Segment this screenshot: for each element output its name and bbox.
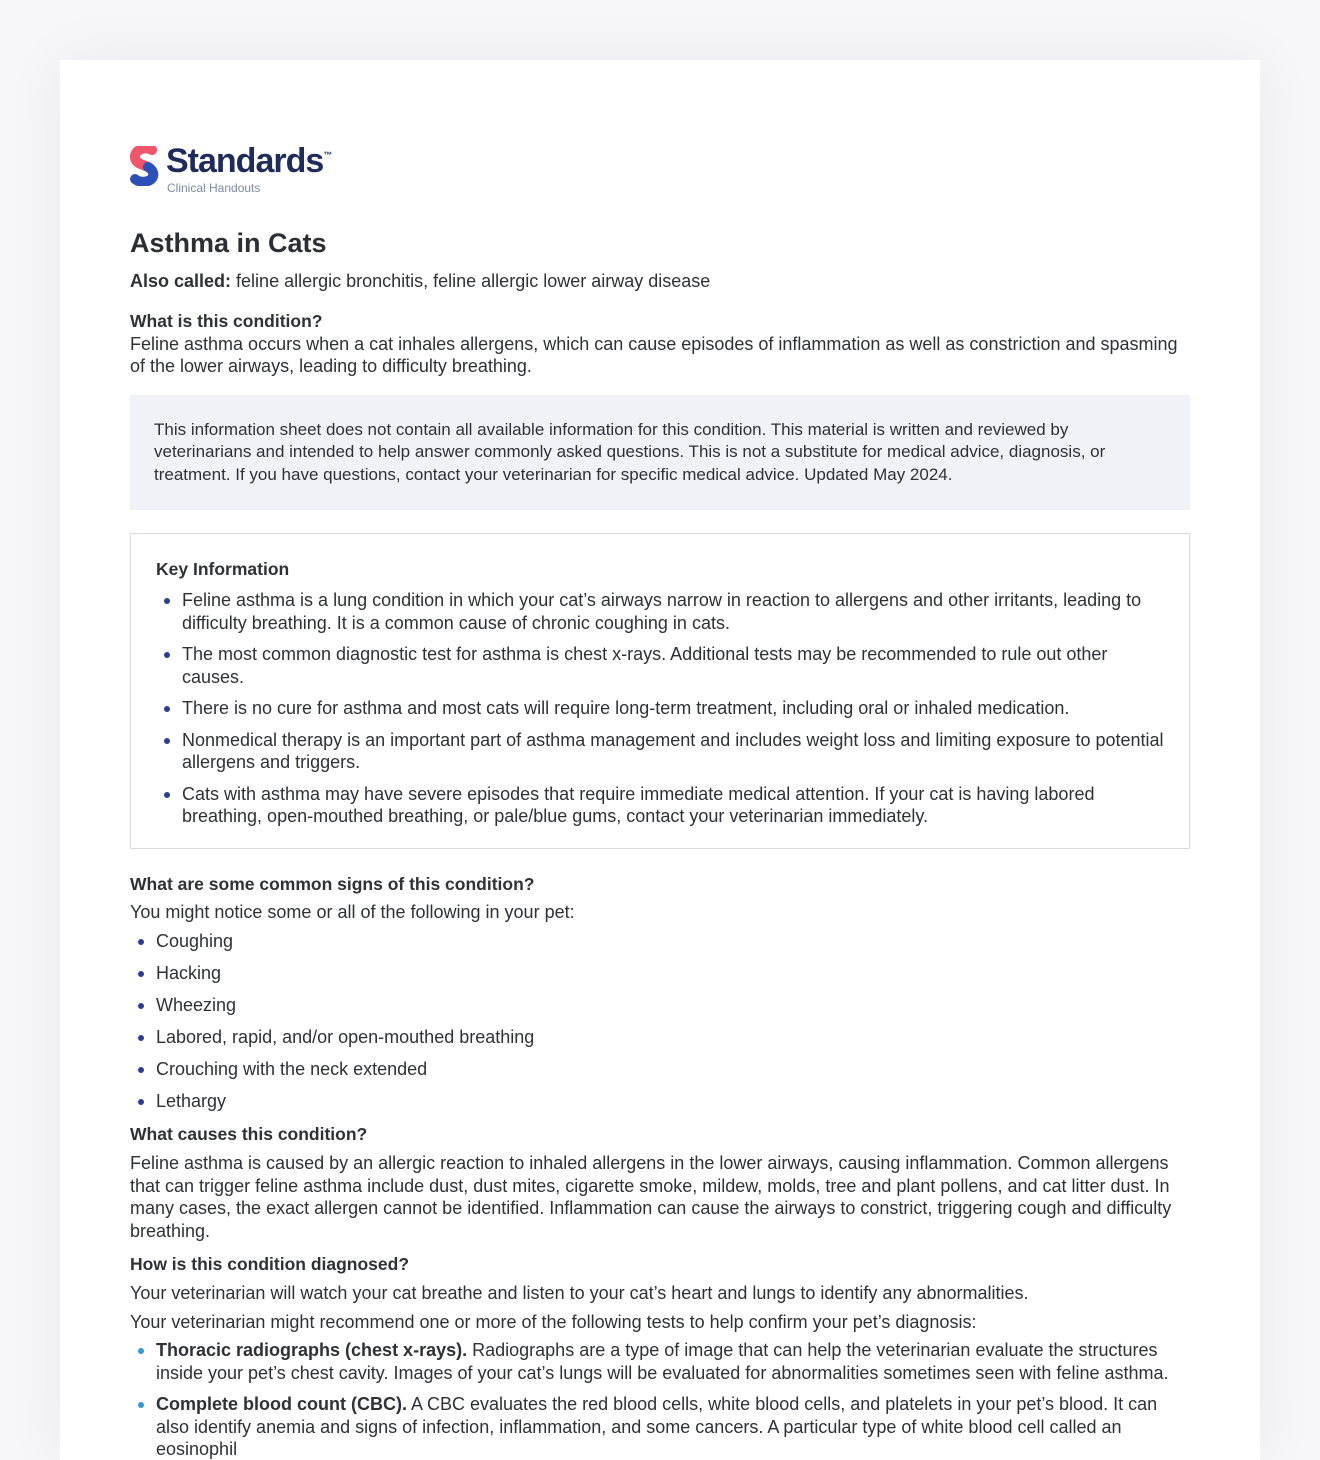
- test-description: Radiographs are a type of image that can help the veterinarian evaluate the structures inside your pet’s chest cavity. Images of your cat’s lungs will be evaluated for abnormalities sometimes seen with feline asthma.: [156, 1340, 1169, 1383]
- bullet-icon: [164, 598, 170, 604]
- diagnosis-text-2: Your veterinarian might recommend one or more of the following tests to help confirm your pet’s diagnosis:: [130, 1311, 977, 1332]
- bullet-icon: [164, 706, 170, 712]
- key-information-list: [156, 589, 1165, 828]
- also-called-label: Also called:: [130, 271, 232, 291]
- disclaimer-box: [130, 395, 1190, 511]
- list-item: Wheezing: [130, 994, 1190, 1017]
- list-item: Nonmedical therapy is an important part of asthma management and includes weight loss and limiting exposure to potential allergens and triggers.: [156, 729, 1165, 774]
- list-item: Coughing: [130, 930, 1190, 953]
- standards-logo-icon: [130, 146, 160, 186]
- causes-text: Feline asthma is caused by an allergic reaction to inhaled allergens in the lower airways, causing inflammation. Common allergens that can trigger feline asthma include dust, dust mites, cigarette smoke, mildew, molds, tree and plant pollens, and cat litter dust. In many cases, the exact allergen cannot be identified. Inflammation can cause the airways to constrict, triggering cough and difficulty breathing.: [130, 1153, 1172, 1241]
- key-information-title: Key Information: [156, 559, 290, 579]
- signs-title: What are some common signs of this condition?: [130, 873, 535, 894]
- signs-intro: You might notice some or all of the following in your pet:: [130, 901, 575, 922]
- tests-list: [130, 1339, 1190, 1460]
- bullet-icon: [138, 1003, 144, 1009]
- list-item: The most common diagnostic test for asthma is chest x-rays. Additional tests may be recommended to rule out other causes.: [156, 643, 1165, 688]
- also-called-text: feline allergic bronchitis, feline allergic lower airway disease: [236, 271, 711, 291]
- causes-title: What causes this condition?: [130, 1124, 368, 1144]
- test-description: A CBC evaluates the red blood cells, white blood cells, and platelets in your pet’s blood. It can also identify anemia and signs of infection, inflammation, and some cancers. A particular type of white blood cell called an eosinophil: [156, 1394, 1158, 1459]
- list-item: [130, 1339, 1190, 1384]
- trademark: ™: [323, 150, 333, 160]
- list-item: Feline asthma is a lung condition in which your cat’s airways narrow in reaction to allergens and other irritants, leading to difficulty breathing. It is a common cause of chronic coughing in cats.: [156, 589, 1165, 634]
- bullet-icon: [138, 1067, 144, 1073]
- list-item: Labored, rapid, and/or open-mouthed breathing: [130, 1026, 1190, 1049]
- diagnosis-text-1: Your veterinarian will watch your cat breathe and listen to your cat’s heart and lungs to identify any abnormalities.: [130, 1283, 1029, 1303]
- key-information-box: [130, 533, 1190, 849]
- brand-subtitle: Clinical Handouts: [167, 181, 261, 195]
- bullet-icon: [138, 1348, 144, 1354]
- brand-name: Standards™: [166, 142, 333, 180]
- bullet-icon: [164, 738, 170, 744]
- diagnosis-title: How is this condition diagnosed?: [130, 1254, 410, 1274]
- list-item: There is no cure for asthma and most cats will require long-term treatment, including oral or inhaled medication.: [156, 697, 1165, 720]
- bullet-icon: [138, 971, 144, 977]
- page-title: Asthma in Cats: [130, 228, 327, 258]
- list-item: Cats with asthma may have severe episodes that require immediate medical attention. If your cat is having labored breathing, open-mouthed breathing, or pale/blue gums, contact your veterinarian immediately.: [156, 783, 1165, 828]
- what-text: Feline asthma occurs when a cat inhales allergens, which can cause episodes of inflammation as well as constriction and spasming of the lower airways, leading to difficulty breathing.: [130, 333, 1178, 376]
- document-content: [130, 225, 1190, 1460]
- document-page: [60, 60, 1260, 1460]
- list-item: Lethargy: [130, 1090, 1190, 1113]
- list-item: Hacking: [130, 962, 1190, 985]
- bullet-icon: [138, 1099, 144, 1105]
- what-title: What is this condition?: [130, 310, 323, 331]
- bullet-icon: [138, 1402, 144, 1408]
- bullet-icon: [138, 939, 144, 945]
- test-term: Complete blood count (CBC).: [156, 1394, 407, 1414]
- also-called: [130, 270, 1190, 293]
- signs-list: [130, 930, 1190, 1113]
- bullet-icon: [164, 652, 170, 658]
- bullet-icon: [164, 792, 170, 798]
- list-item: Crouching with the neck extended: [130, 1058, 1190, 1081]
- brand-logo: [130, 144, 390, 200]
- disclaimer-text: This information sheet does not contain all available information for this condition. This material is written and reviewed by veterinarians and intended to help answer commonly asked questions. This is not a substitute for medical advice, diagnosis, or treatment. If you have questions, contact your veterinarian for specific medical advice. Updated May 2024.: [154, 419, 1106, 484]
- test-term: Thoracic radiographs (chest x-rays).: [156, 1340, 468, 1360]
- list-item: [130, 1393, 1190, 1460]
- bullet-icon: [138, 1035, 144, 1041]
